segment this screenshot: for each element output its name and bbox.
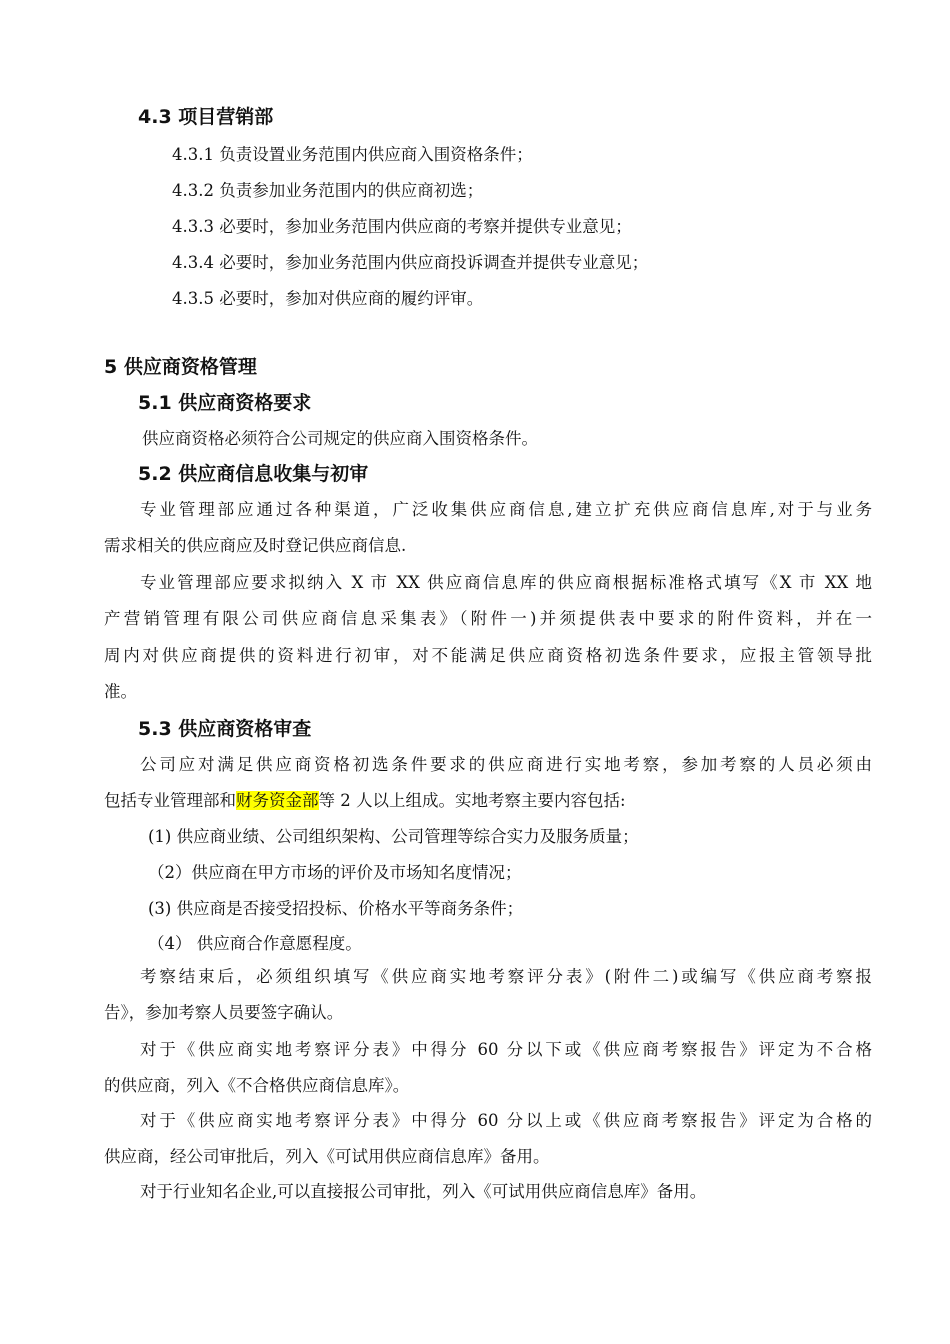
- section-5-3-p1-line2-post: 等 2 人以上组成。实地考察主要内容包括:: [318, 791, 626, 810]
- section-4-3-item-2: 4.3.2 负责参加业务范围内的供应商初选；: [172, 181, 484, 200]
- section-5-2-p2-line2: 产营销管理有限公司供应商信息采集表》（附件一)并须提供表中要求的附件资料，并在一: [104, 609, 872, 628]
- section-5-3-p1-line2-pre: 包括专业管理部和: [104, 791, 236, 810]
- section-5-3-p4-line1: 对于《供应商实地考察评分表》中得分 60 分以上或《供应商考察报告》评定为合格的: [140, 1111, 872, 1130]
- section-5-1-text: 供应商资格必须符合公司规定的供应商入围资格条件。: [142, 429, 538, 448]
- section-5-3-p3-line2: 的供应商，列入《不合格供应商信息库》。: [104, 1076, 410, 1095]
- section-4-3-item-1: 4.3.1 负责设置业务范围内供应商入围资格条件；: [172, 145, 533, 164]
- section-5-3-list-item-1: (1) 供应商业绩、公司组织架构、公司管理等综合实力及服务质量；: [148, 827, 639, 846]
- section-5-2-heading: 5.2 供应商信息收集与初审: [138, 463, 369, 485]
- section-5-3-list-item-3: (3) 供应商是否接受招投标、价格水平等商务条件；: [148, 899, 524, 918]
- section-5-3-heading: 5.3 供应商资格审查: [138, 718, 312, 740]
- section-5-2-p2-line3: 周内对供应商提供的资料进行初审，对不能满足供应商资格初选条件要求，应报主管领导批: [104, 646, 872, 665]
- highlighted-text: 财务资金部: [236, 791, 319, 810]
- section-5-3-list-item-2: （2）供应商在甲方市场的评价及市场知名度情况；: [148, 863, 522, 882]
- section-5-3-p3-line1: 对于《供应商实地考察评分表》中得分 60 分以下或《供应商考察报告》评定为不合格: [140, 1040, 872, 1059]
- section-5-3-p2-line2: 告》，参加考察人员要签字确认。: [104, 1003, 344, 1022]
- section-5-3-p1-line1: 公司应对满足供应商资格初选条件要求的供应商进行实地考察，参加考察的人员必须由: [140, 755, 872, 774]
- section-5-3-p4-line2: 供应商，经公司审批后，列入《可试用供应商信息库》备用。: [104, 1147, 550, 1166]
- section-4-3-item-5: 4.3.5 必要时，参加对供应商的履约评审。: [172, 289, 484, 308]
- section-5-1-heading: 5.1 供应商资格要求: [138, 392, 312, 414]
- section-4-3-heading: 4.3 项目营销部: [138, 106, 274, 128]
- section-4-3-item-4: 4.3.4 必要时，参加业务范围内供应商投诉调查并提供专业意见；: [172, 253, 649, 272]
- section-5-3-list-item-4: （4） 供应商合作意愿程度。: [148, 934, 362, 953]
- section-5-3-p1-line2: [104, 790, 626, 812]
- section-5-3-p2-line1: 考察结束后，必须组织填写《供应商实地考察评分表》(附件二)或编写《供应商考察报: [140, 967, 872, 986]
- section-5-2-p2-line4: 准。: [104, 682, 137, 701]
- section-5-2-p1-line2: 需求相关的供应商应及时登记供应商信息.: [104, 536, 407, 555]
- section-5-heading: 5 供应商资格管理: [104, 356, 257, 378]
- section-4-3-item-3: 4.3.3 必要时，参加业务范围内供应商的考察并提供专业意见；: [172, 217, 632, 236]
- section-5-3-p5-line1: 对于行业知名企业,可以直接报公司审批，列入《可试用供应商信息库》备用。: [140, 1182, 707, 1201]
- section-5-2-p2-line1: 专业管理部应要求拟纳入 X 市 XX 供应商信息库的供应商根据标准格式填写《X 市 XX 地: [140, 573, 872, 592]
- section-5-2-p1-line1: 专业管理部应通过各种渠道，广泛收集供应商信息,建立扩充供应商信息库,对于与业务: [140, 500, 872, 519]
